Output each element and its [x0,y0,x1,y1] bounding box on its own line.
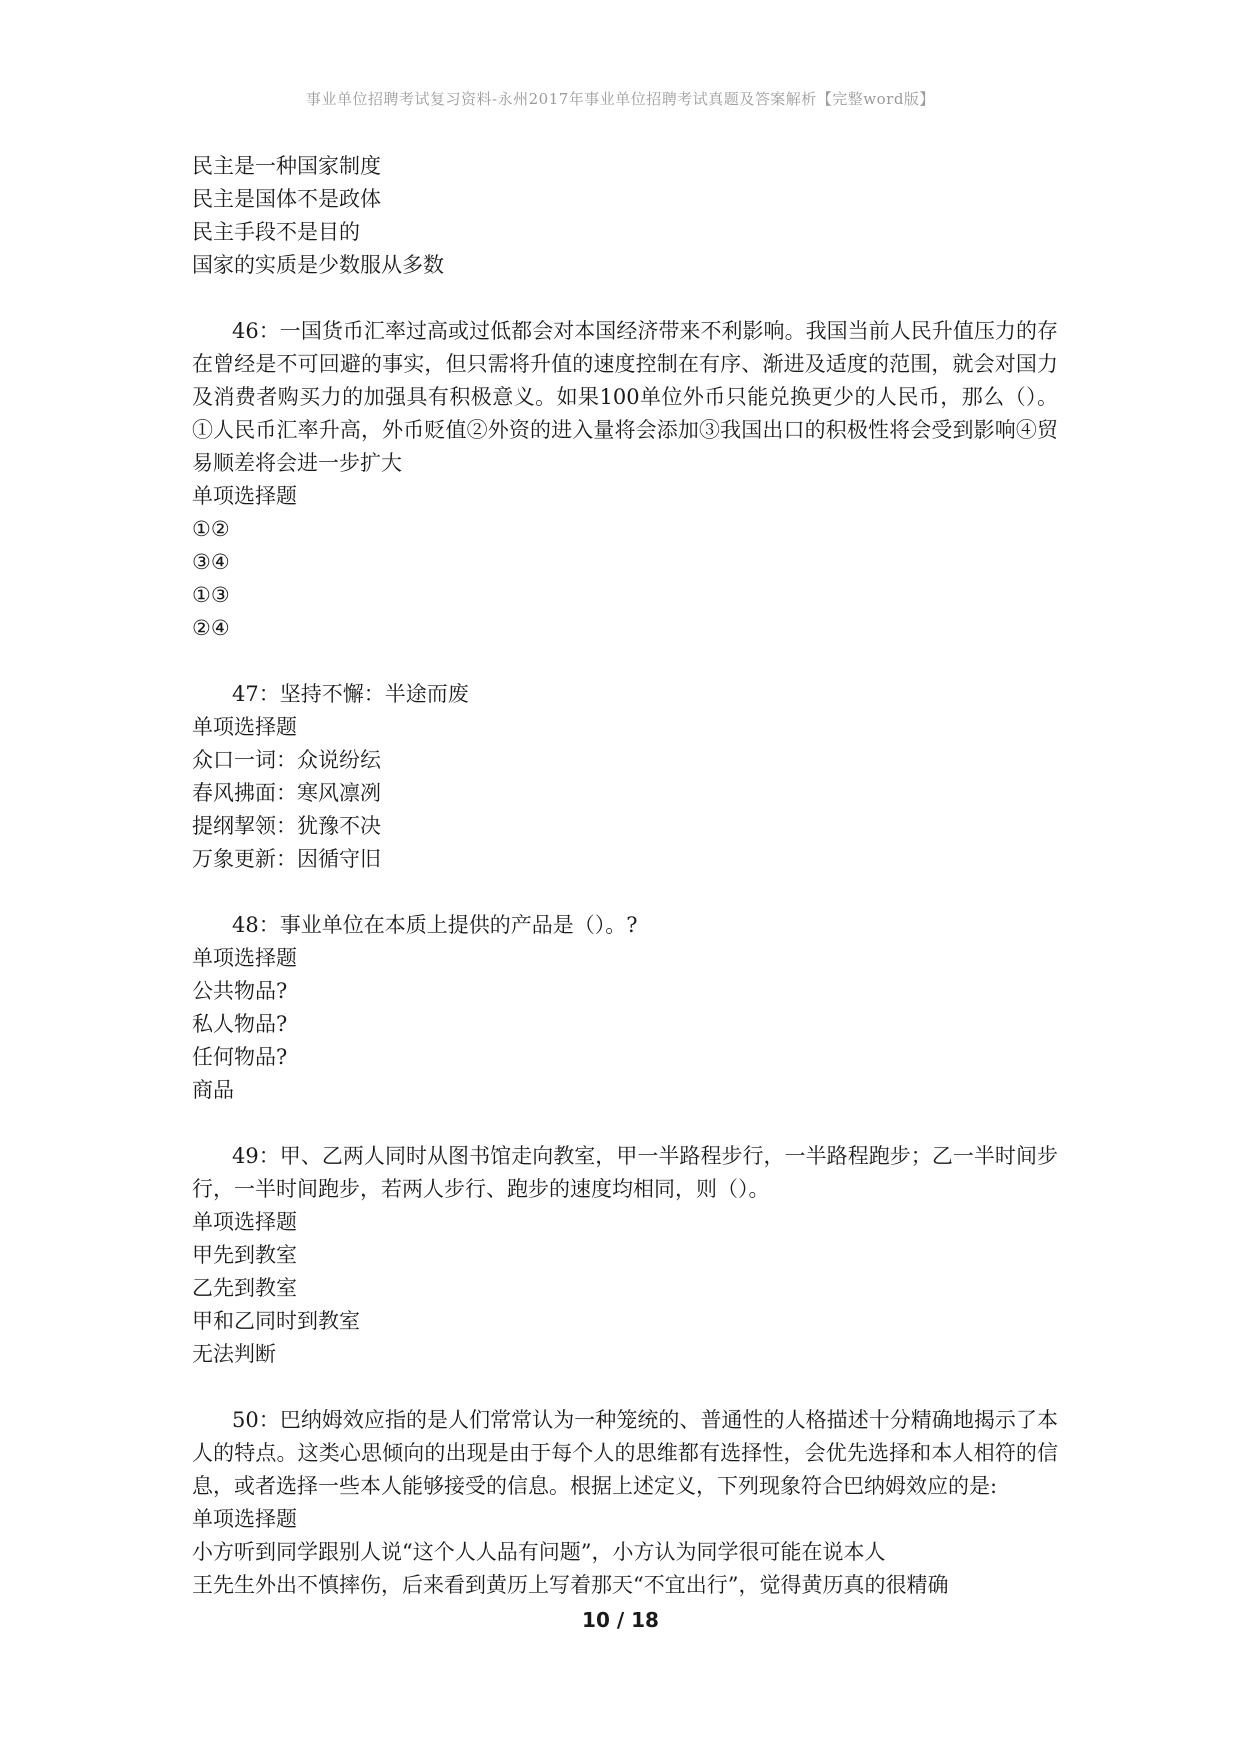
q45-option: 民主是国体不是政体 [192,187,381,211]
question-49 [192,1140,1058,1371]
q49-option: 甲和乙同时到教室 [192,1309,360,1333]
q46-option: ①③ [192,583,230,607]
question-50 [192,1404,1058,1602]
q47-option: 万象更新：因循守旧 [192,847,381,871]
q48-type: 单项选择题 [192,946,297,970]
q50-text: 50：巴纳姆效应指的是人们常常认为一种笼统的、普通性的人格描述十分精确地揭示了本人的特点。这类心思倾向的出现是由于每个人的思维都有选择性，会优先选择和本人相符的信息，或者选择一些本人能够接受的信息。根据上述定义，下列现象符合巴纳姆效应的是: [192,1408,1058,1498]
q46-option: ②④ [192,616,230,640]
q47-option: 春风拂面：寒风凛冽 [192,781,381,805]
q47-option: 众口一词：众说纷纭 [192,748,381,772]
q45-option: 民主手段不是目的 [192,220,360,244]
q46-option: ③④ [192,550,230,574]
q48-option: 任何物品? [192,1045,288,1069]
q47-option: 提纲挈领：犹豫不决 [192,814,381,838]
q49-type: 单项选择题 [192,1210,297,1234]
q49-option: 无法判断 [192,1342,276,1366]
document-body [192,150,1058,1602]
q45-option: 民主是一种国家制度 [192,154,381,178]
question-48 [192,909,1058,1107]
q46-option: ①② [192,517,230,541]
q47-text: 47：坚持不懈：半途而废 [232,682,469,706]
q46-type: 单项选择题 [192,484,297,508]
q50-option: 王先生外出不慎摔伤，后来看到黄历上写着那天“不宜出行”，觉得黄历真的很精确 [192,1573,949,1597]
q48-option: 公共物品? [192,979,288,1003]
question-47 [192,678,1058,876]
q48-option: 私人物品? [192,1012,288,1036]
q48-text: 48：事业单位在本质上提供的产品是（）。? [232,913,638,937]
q47-type: 单项选择题 [192,715,297,739]
page-header: 事业单位招聘考试复习资料-永州2017年事业单位招聘考试真题及答案解析【完整word版】 [306,90,935,108]
q49-option: 乙先到教室 [192,1276,297,1300]
page-number: 10 / 18 [582,1608,659,1632]
q50-type: 单项选择题 [192,1507,297,1531]
q49-text: 49：甲、乙两人同时从图书馆走向教室，甲一半路程步行，一半路程跑步；乙一半时间步行，一半时间跑步，若两人步行、跑步的速度均相同，则（）。 [192,1144,1058,1201]
q45-options [192,150,1058,282]
q46-text: 46：一国货币汇率过高或过低都会对本国经济带来不利影响。我国当前人民升值压力的存在曾经是不可回避的事实，但只需将升值的速度控制在有序、渐进及适度的范围，就会对国力及消费者购买力的加强具有积极意义。如果100单位外币只能兑换更少的人民币，那么（）。①人民币汇率升高，外币贬值②外资的进入量将会添加③我国出口的积极性将会受到影响④贸易顺差将会进一步扩大 [192,319,1058,475]
q48-option: 商品 [192,1078,234,1102]
q45-option: 国家的实质是少数服从多数 [192,253,444,277]
q49-option: 甲先到教室 [192,1243,297,1267]
q50-option: 小方听到同学跟别人说“这个人人品有问题”，小方认为同学很可能在说本人 [192,1540,886,1564]
question-46 [192,315,1058,645]
